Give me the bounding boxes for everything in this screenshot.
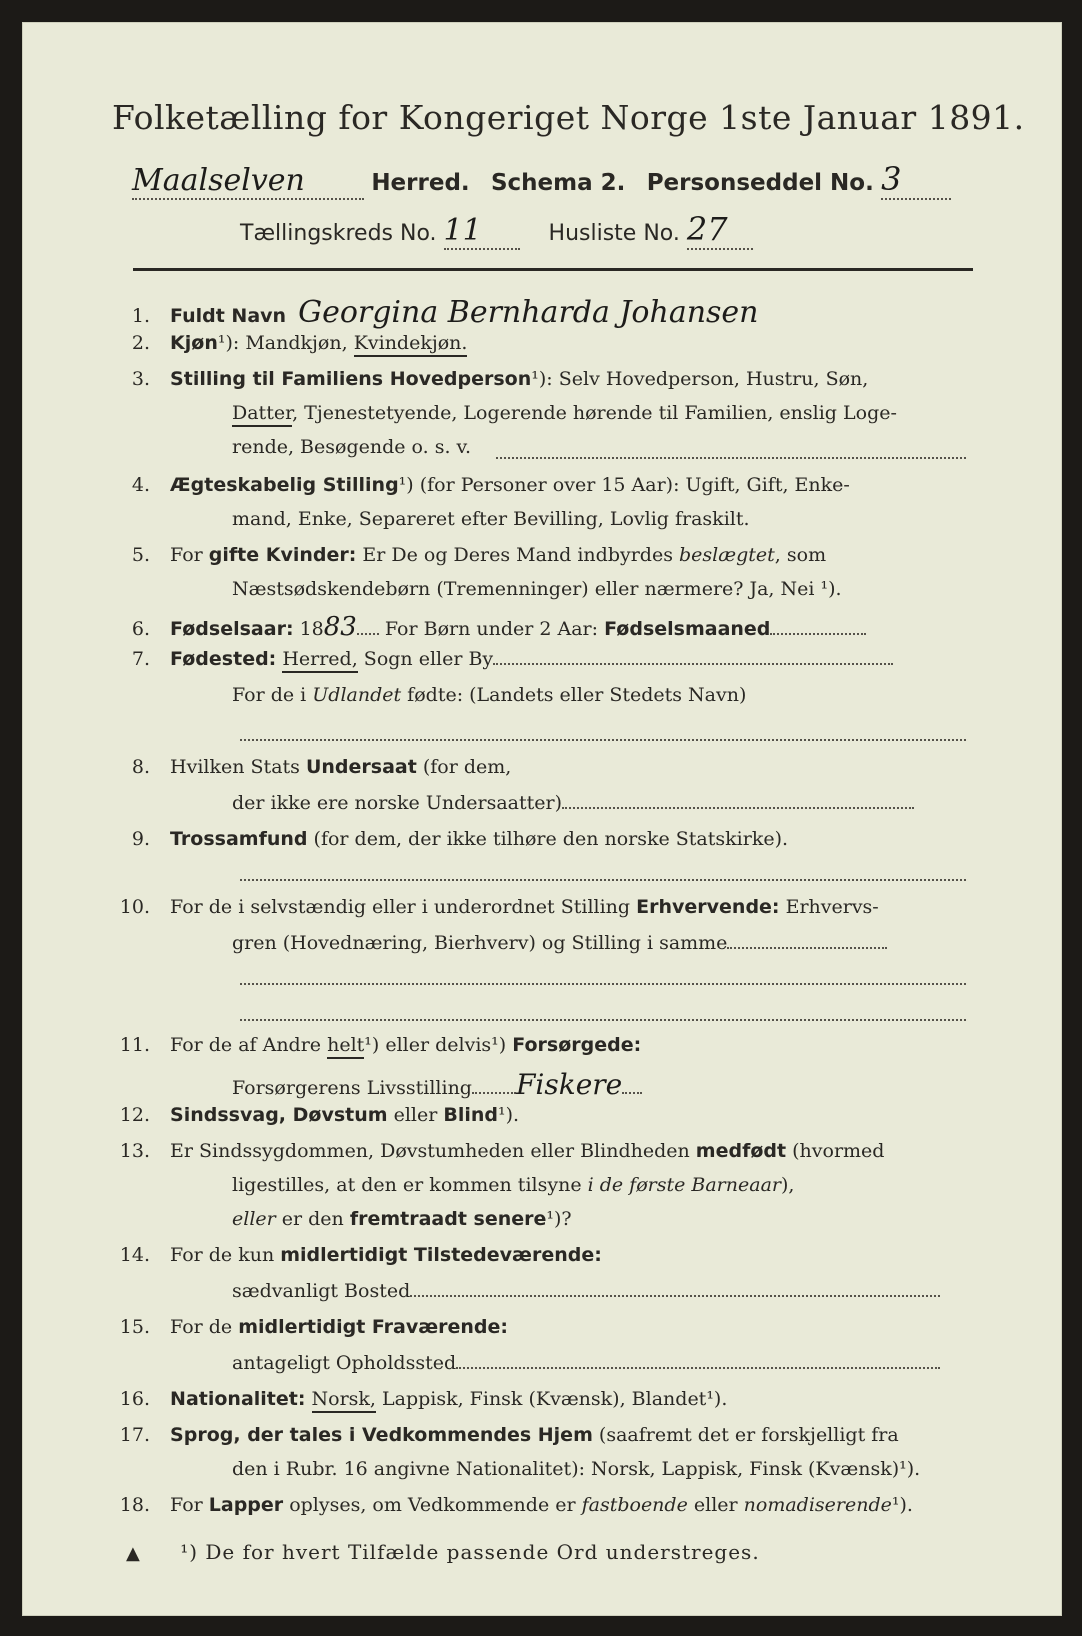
item-number: 4. <box>131 474 150 496</box>
item-label: Forsørgede: <box>512 1034 642 1056</box>
item-7-line2 <box>232 684 746 706</box>
item-4-line2 <box>232 508 750 530</box>
item-15 <box>110 1316 508 1338</box>
item-number: 1. <box>131 305 150 327</box>
item-text: For de i selvstændig eller i underordnet Stilling <box>170 896 637 918</box>
item-text: Er De og Deres Mand indbyrdes <box>356 544 680 566</box>
item-label: midlertidigt Fraværende: <box>238 1316 509 1338</box>
schema-label: Schema 2. <box>490 170 626 196</box>
footnote-text: ¹) De for hvert Tilfælde passende Ord understreges. <box>180 1540 760 1564</box>
item-label: Trossamfund <box>170 828 308 850</box>
item-text: For de <box>170 1316 239 1338</box>
item-text: oplyses, om Vedkommende er <box>283 1494 582 1516</box>
item-label: Undersaat <box>305 756 417 778</box>
item-3-line2 <box>232 402 897 424</box>
answer-line <box>622 1091 642 1094</box>
item-text: For de i <box>232 684 313 706</box>
item-text: der ikke ere norske Undersaatter) <box>232 792 562 814</box>
item-text: Næstsødskendebørn (Tremenninger) eller nærmere? Ja, Nei ¹). <box>232 578 842 600</box>
husliste-label: Husliste No. <box>548 221 680 246</box>
answer-line <box>357 632 379 635</box>
item-17-line2 <box>232 1458 920 1480</box>
item-8 <box>110 756 511 778</box>
item-text: (for dem, der ikke tilhøre den norske Statskirke). <box>307 828 789 850</box>
item-13-line3 <box>232 1208 572 1230</box>
personseddel-label: Personseddel No. <box>646 170 874 196</box>
item-label: Nationalitet: <box>170 1388 306 1410</box>
item-label: gifte Kvinder: <box>208 544 357 566</box>
item-number: 9. <box>131 828 150 850</box>
item-text: Sogn eller By <box>357 648 494 670</box>
item-text: For Børn under 2 Aar: <box>378 618 605 640</box>
item-text: Hvilken Stats <box>170 756 306 778</box>
item-11 <box>110 1034 641 1056</box>
item-text: antageligt Opholdssted <box>232 1352 457 1374</box>
herred-label: Herred. <box>371 170 470 196</box>
item-label: medfødt <box>695 1140 787 1162</box>
item-text: ¹): Selv Hovedperson, Hustru, Søn, <box>531 368 869 390</box>
item-number: 18. <box>119 1494 150 1516</box>
answer-line <box>240 738 966 741</box>
item-number: 13. <box>119 1140 150 1162</box>
item-label: Sindssvag, Døvstum <box>170 1104 388 1126</box>
municipality-handwritten: Maalselven <box>132 163 364 200</box>
item-text: er den <box>275 1208 350 1230</box>
item-text: ¹) (for Personer over 15 Aar): Ugift, Gift, Enke- <box>398 474 850 496</box>
item-9 <box>110 828 788 850</box>
item-2 <box>110 332 467 354</box>
item-text: (saafremt det er forskjelligt fra <box>592 1424 899 1446</box>
item-text: rende, Besøgende o. s. v. <box>232 436 472 458</box>
item-text: For de kun <box>170 1244 281 1266</box>
answer-line <box>496 456 966 459</box>
underlined-choice: Datter <box>232 402 292 427</box>
husliste-number: 27 <box>687 210 753 250</box>
item-label: Blind <box>443 1104 499 1126</box>
item-text-italic: eller <box>232 1208 276 1230</box>
item-label: Ægteskabelig Stilling <box>170 474 399 496</box>
underlined-choice: Kvindekjøn. <box>354 332 468 357</box>
answer-line <box>727 946 887 949</box>
item-text: Erhvervs- <box>779 896 879 918</box>
item-label: Fødested: <box>170 648 277 670</box>
item-text: ¹) eller delvis¹) <box>364 1034 513 1056</box>
item-text: ), <box>781 1174 795 1196</box>
item-text: For <box>170 1494 209 1516</box>
census-form-sheet <box>22 22 1062 1616</box>
item-4 <box>110 474 850 496</box>
answer-line <box>456 1366 940 1369</box>
item-5-line2 <box>232 578 842 600</box>
item-8-line2 <box>232 792 914 814</box>
header-divider <box>133 268 973 271</box>
item-text: Er Sindssygdommen, Døvstumheden eller Blindheden <box>170 1140 696 1162</box>
item-text: ¹)? <box>546 1208 572 1230</box>
answer-line <box>410 1294 940 1297</box>
provider-occupation-handwritten: Fiskere <box>515 1068 623 1101</box>
item-text: For <box>170 544 209 566</box>
item-text-italic: beslægtet <box>679 544 775 566</box>
answer-line <box>562 806 914 809</box>
item-text: eller <box>687 1494 744 1516</box>
item-text: (for dem, <box>416 756 512 778</box>
header-line-herred <box>132 160 951 200</box>
item-text: eller <box>387 1104 444 1126</box>
item-3-line3 <box>232 436 471 458</box>
kreds-label: Tællingskreds No. <box>240 221 437 246</box>
item-text: ¹): Mandkjøn, <box>217 332 354 354</box>
item-14 <box>110 1244 602 1266</box>
item-text: , Tjenestetyende, Logerende hørende til Familien, enslig Loge- <box>292 402 897 424</box>
item-1 <box>110 295 759 330</box>
item-label: Fuldt Navn <box>170 305 287 327</box>
item-number: 12. <box>119 1104 150 1126</box>
item-number: 7. <box>131 648 150 670</box>
answer-line <box>472 1091 516 1094</box>
item-text: ¹). <box>498 1104 520 1126</box>
underlined-choice: helt <box>327 1034 364 1059</box>
item-18 <box>110 1494 913 1516</box>
item-text: ligestilles, at den er kommen tilsyne <box>232 1174 588 1196</box>
item-17 <box>110 1424 899 1446</box>
item-label: Sprog, der tales i Vedkommendes Hjem <box>170 1424 593 1446</box>
item-14-line2 <box>232 1280 940 1302</box>
item-text: , som <box>774 544 827 566</box>
item-text: ¹). <box>891 1494 913 1516</box>
triangle-mark-icon: ▲ <box>126 1543 140 1564</box>
item-7 <box>110 648 893 670</box>
item-label: fremtraadt senere <box>349 1208 547 1230</box>
item-number: 8. <box>131 756 150 778</box>
item-number: 15. <box>119 1316 150 1338</box>
item-15-line2 <box>232 1352 940 1374</box>
personseddel-number: 3 <box>881 160 951 200</box>
item-number: 10. <box>119 896 150 918</box>
answer-line <box>240 982 966 985</box>
item-5 <box>110 544 826 566</box>
item-number: 16. <box>119 1388 150 1410</box>
item-3 <box>110 368 868 390</box>
item-label: Erhvervende: <box>636 896 780 918</box>
underlined-choice: Herred, <box>282 648 357 673</box>
item-11-line2 <box>232 1068 642 1101</box>
item-text: mand, Enke, Separeret efter Bevilling, Lovlig fraskilt. <box>232 508 750 530</box>
item-label: Fødselsaar: <box>170 618 294 640</box>
footnote-row <box>126 1540 760 1564</box>
item-label: midlertidigt Tilstedeværende: <box>280 1244 602 1266</box>
item-text: sædvanligt Bosted <box>232 1280 411 1302</box>
item-6 <box>110 612 866 642</box>
birth-year-handwritten: 83 <box>323 612 357 642</box>
item-number: 3. <box>131 368 150 390</box>
underlined-choice: Norsk, <box>312 1388 376 1413</box>
item-label: Kjøn <box>170 332 218 354</box>
item-10-line2 <box>232 932 887 954</box>
item-text-italic: nomadiserende <box>743 1494 892 1516</box>
item-10 <box>110 896 879 918</box>
answer-line <box>493 662 893 665</box>
answer-line <box>240 1018 966 1021</box>
item-label: Lapper <box>208 1494 284 1516</box>
answer-line <box>240 878 966 881</box>
answer-line <box>770 632 866 635</box>
item-number: 2. <box>131 332 150 354</box>
item-number: 14. <box>119 1244 150 1266</box>
item-text: gren (Hovednæring, Bierhverv) og Stilling i samme <box>232 932 728 954</box>
item-text: Forsørgerens Livsstilling <box>232 1077 472 1099</box>
item-text-italic: fastboende <box>581 1494 688 1516</box>
item-12 <box>110 1104 519 1126</box>
full-name-handwritten: Georgina Bernharda Johansen <box>298 295 759 330</box>
item-number: 6. <box>131 618 150 640</box>
form-title: Folketælling for Kongeriget Norge 1ste Januar 1891. <box>112 98 1025 137</box>
item-label: Fødselsmaaned <box>604 618 771 640</box>
item-text: (hvormed <box>786 1140 885 1162</box>
item-text: For de af Andre <box>170 1034 328 1056</box>
item-number: 17. <box>119 1424 150 1446</box>
item-label: Stilling til Familiens Hovedperson <box>170 368 532 390</box>
item-text: 18 <box>293 618 324 640</box>
kreds-number: 11 <box>444 213 520 250</box>
item-text-italic: Udlandet <box>312 684 402 706</box>
item-text: fødte: (Landets eller Stedets Navn) <box>401 684 747 706</box>
item-text-italic: i de første Barneaar <box>587 1174 781 1196</box>
item-16 <box>110 1388 727 1410</box>
item-text: den i Rubr. 16 angivne Nationalitet): Norsk, Lappisk, Finsk (Kvænsk)¹). <box>232 1458 921 1480</box>
item-13-line2 <box>232 1174 794 1196</box>
item-text: Lappisk, Finsk (Kvænsk), Blandet¹). <box>375 1388 728 1410</box>
item-number: 11. <box>119 1034 150 1056</box>
header-line-kreds <box>240 210 753 250</box>
item-13 <box>110 1140 884 1162</box>
item-number: 5. <box>131 544 150 566</box>
